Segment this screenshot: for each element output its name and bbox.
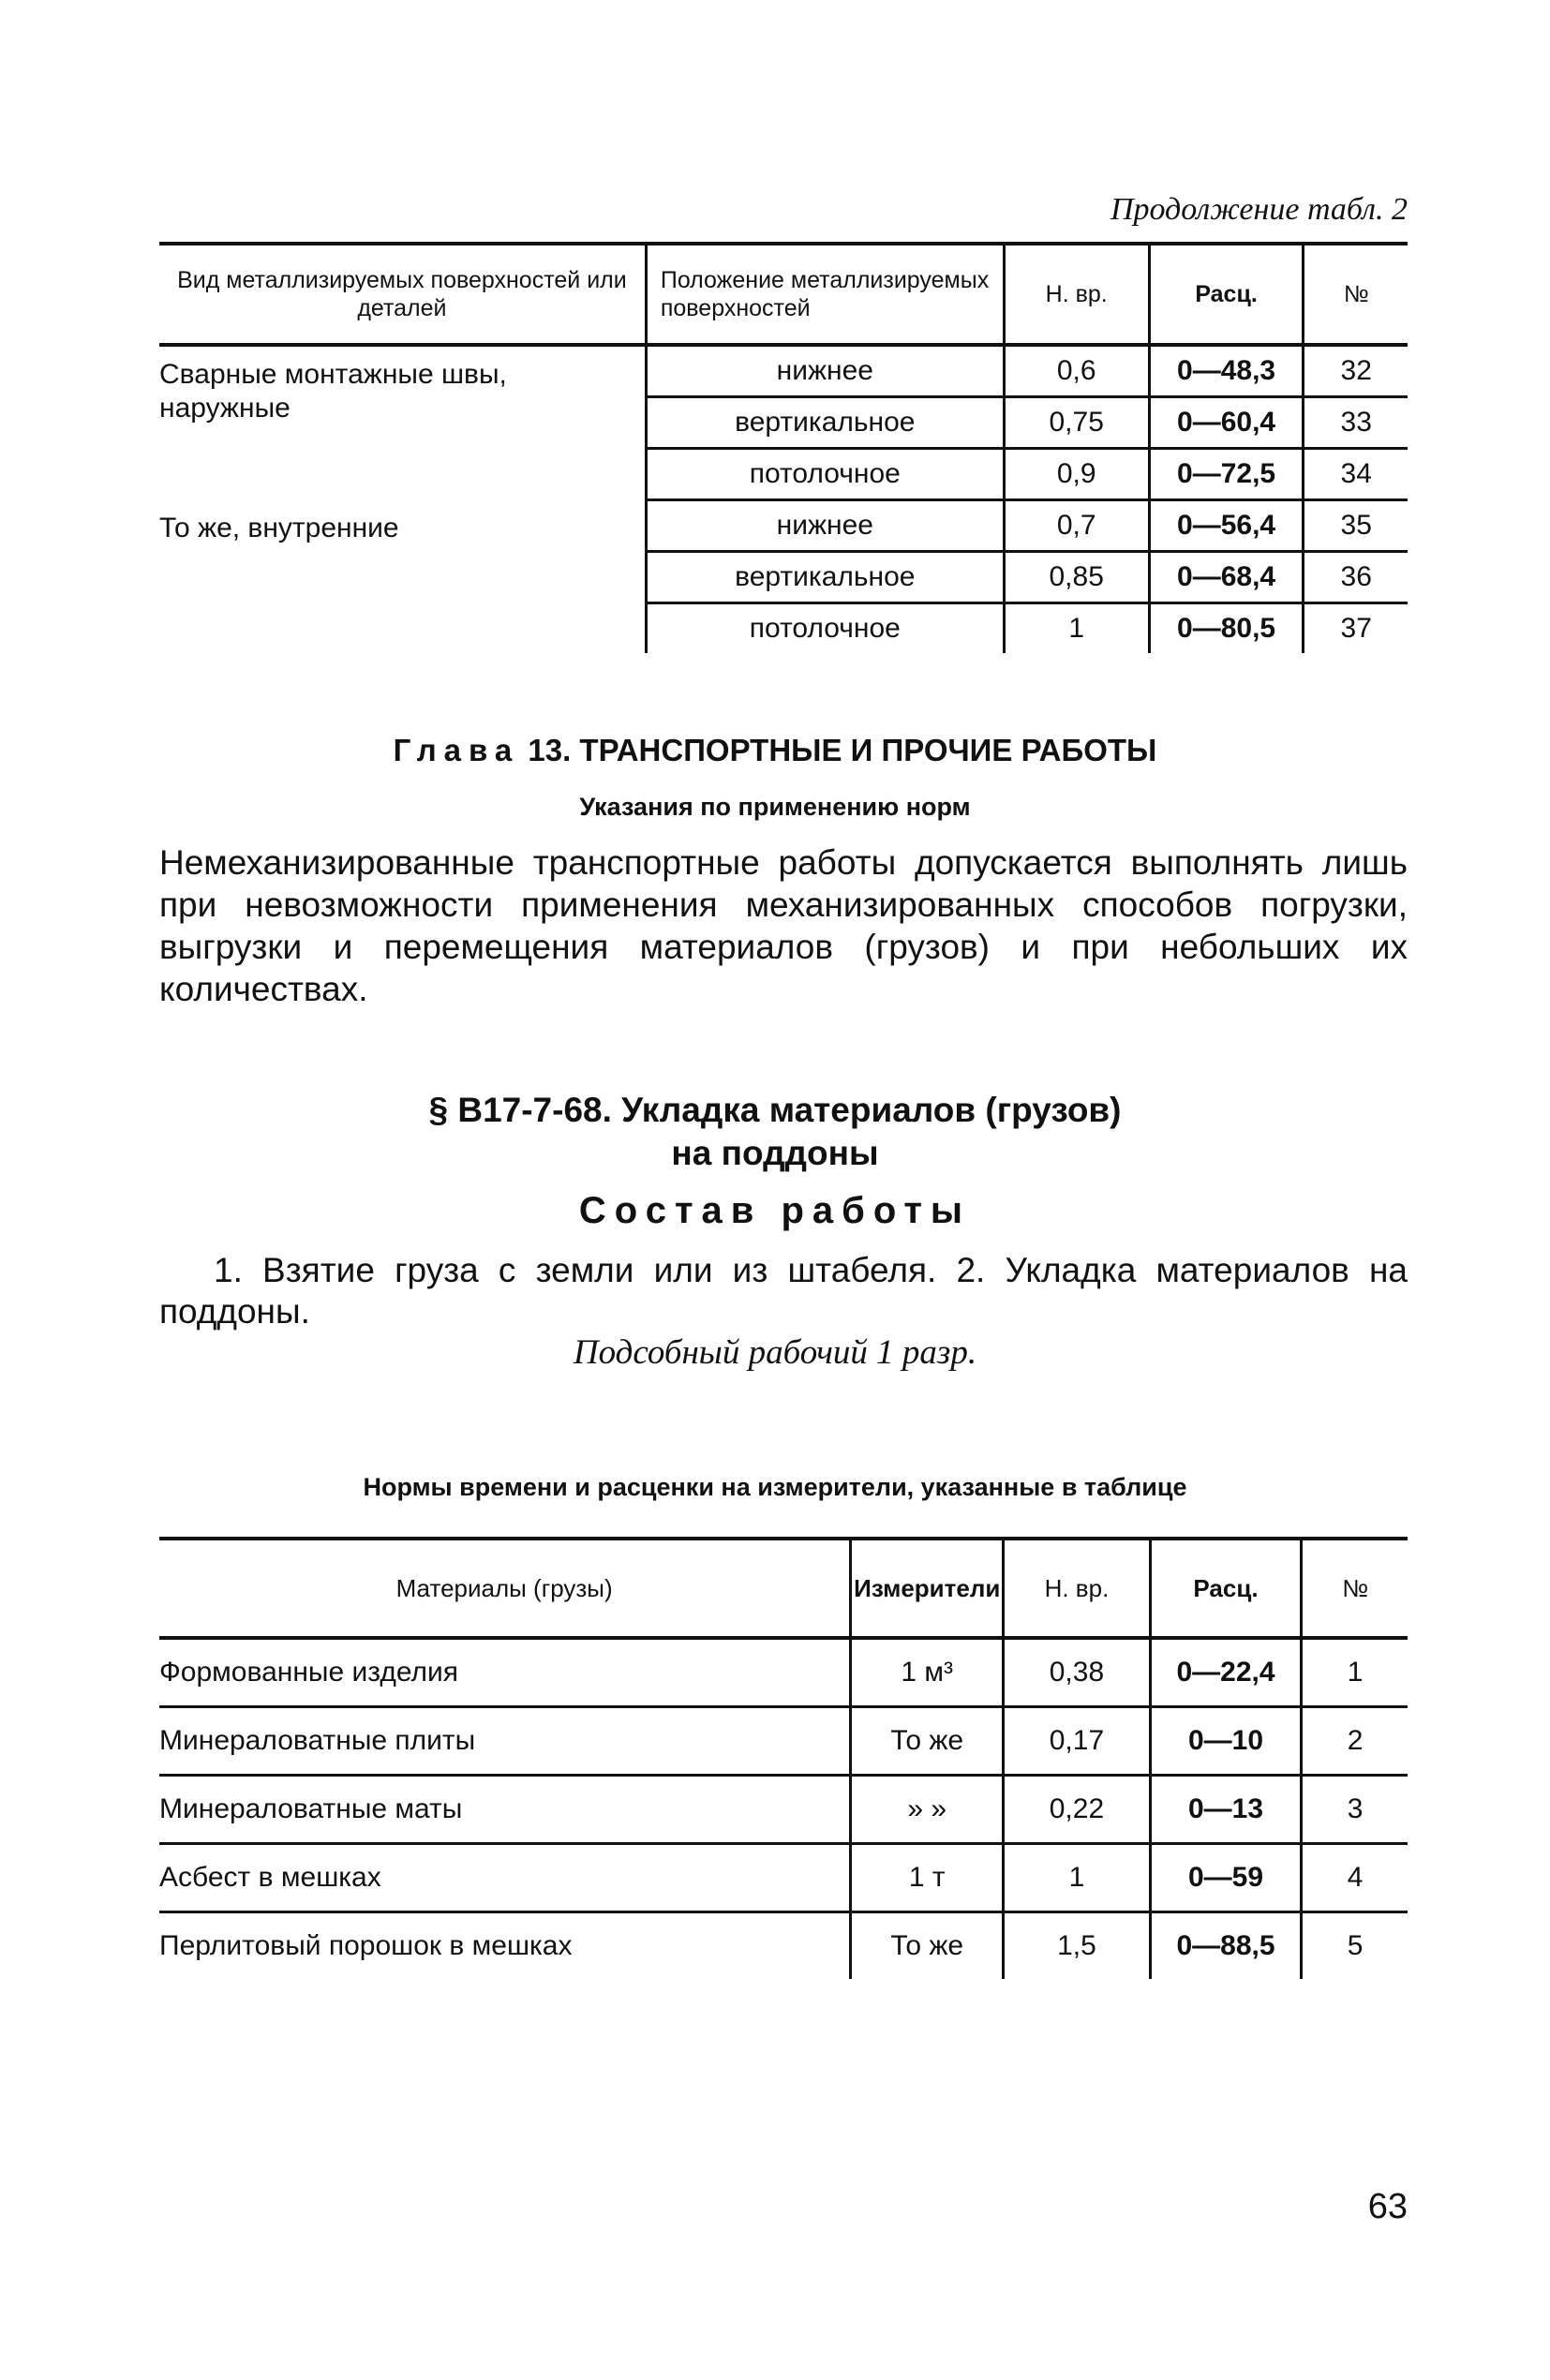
header-position: Положение металлизируемых поверхностей — [646, 244, 1004, 345]
position-cell: вертикальное — [646, 397, 1004, 449]
number-cell: 3 — [1302, 1776, 1408, 1844]
norm-cell: 0,85 — [1004, 552, 1149, 603]
position-cell: нижнее — [646, 345, 1004, 397]
table-row — [159, 500, 1408, 552]
chapter-heading — [0, 733, 1550, 768]
rate-cell: 0—80,5 — [1149, 603, 1304, 654]
worker-grade: Подсобный рабочий 1 разр. — [573, 1333, 977, 1372]
rate-cell: 0—10 — [1150, 1707, 1302, 1776]
rate-cell: 0—60,4 — [1149, 397, 1304, 449]
norm-cell: 0,7 — [1004, 500, 1149, 552]
number-cell: 4 — [1302, 1844, 1408, 1912]
header-number: № — [1302, 1539, 1408, 1638]
material-cell: Минераловатные плиты — [159, 1707, 851, 1776]
number-cell: 37 — [1304, 603, 1408, 654]
number-cell: 36 — [1304, 552, 1408, 603]
number-cell: 34 — [1304, 449, 1408, 500]
number-cell: 35 — [1304, 500, 1408, 552]
unit-cell: То же — [851, 1707, 1004, 1776]
surface-type-cell: То же, внутренние — [159, 512, 399, 543]
rate-cell: 0—22,4 — [1150, 1638, 1302, 1707]
number-cell: 33 — [1304, 397, 1408, 449]
material-cell: Асбест в мешках — [159, 1844, 851, 1912]
surface-type-cell: Сварные монтажные швы, наружные — [159, 359, 507, 424]
number-cell: 32 — [1304, 345, 1408, 397]
header-units: Измерители — [851, 1539, 1004, 1638]
table-row — [159, 345, 1408, 397]
section-heading-line2: на поддоны — [671, 1134, 879, 1172]
header-rate: Расц. — [1149, 244, 1304, 345]
unit-cell: 1 т — [851, 1844, 1004, 1912]
page-number: 63 — [1367, 2187, 1408, 2226]
position-cell: нижнее — [646, 500, 1004, 552]
material-cell: Минераловатные маты — [159, 1776, 851, 1844]
rate-cell: 0—56,4 — [1149, 500, 1304, 552]
number-cell: 2 — [1302, 1707, 1408, 1776]
material-cell: Перлитовый порошок в мешках — [159, 1930, 573, 1961]
unit-cell: 1 м³ — [851, 1638, 1004, 1707]
material-cell: Формованные изделия — [159, 1638, 851, 1707]
rate-cell: 0—68,4 — [1149, 552, 1304, 603]
metallization-table — [159, 242, 1408, 653]
table-header-row — [159, 1539, 1408, 1638]
rate-cell: 0—72,5 — [1149, 449, 1304, 500]
norm-cell: 1,5 — [1004, 1912, 1151, 1980]
materials-norms-table — [159, 1537, 1408, 1979]
norms-table-title: Нормы времени и расценки на измерители, указанные в таблице — [363, 1473, 1187, 1501]
rate-cell: 0—59 — [1150, 1844, 1302, 1912]
header-materials: Материалы (грузы) — [159, 1539, 851, 1638]
header-surface-type: Вид металлизируемых поверхностей или деталей — [159, 244, 646, 345]
unit-cell: То же — [851, 1912, 1004, 1980]
norm-cell: 0,6 — [1004, 345, 1149, 397]
rate-cell: 0—13 — [1150, 1776, 1302, 1844]
table-row — [159, 1844, 1408, 1912]
table-continuation-label: Продолжение табл. 2 — [1110, 192, 1408, 227]
table-row — [159, 1707, 1408, 1776]
norm-cell: 0,38 — [1004, 1638, 1151, 1707]
work-composition-heading: Состав работы — [578, 1190, 972, 1231]
header-number: № — [1304, 244, 1408, 345]
unit-cell: » » — [851, 1776, 1004, 1844]
norm-cell: 1 — [1004, 1844, 1151, 1912]
header-rate: Расц. — [1150, 1539, 1302, 1638]
norms-instructions-heading: Указания по применению норм — [579, 793, 971, 821]
number-cell: 1 — [1302, 1638, 1408, 1707]
position-cell: потолочное — [646, 603, 1004, 654]
norm-cell: 0,9 — [1004, 449, 1149, 500]
table-row — [159, 1912, 1408, 1980]
table-header-row — [159, 244, 1408, 345]
work-steps-text: 1. Взятие груза с земли или из штабеля. 2. Укладка материалов на поддоны. — [159, 1251, 1408, 1331]
position-cell: вертикальное — [646, 552, 1004, 603]
rate-cell: 0—48,3 — [1149, 345, 1304, 397]
norm-cell: 0,75 — [1004, 397, 1149, 449]
number-cell: 5 — [1302, 1912, 1408, 1980]
body-paragraph: Немеханизированные транспортные работы допускается выполнять лишь при невозможности применения механизированных способов погрузки, выгрузки и перемещения материалов (грузов) и при небольших их количествах. — [159, 843, 1408, 1008]
table-row — [159, 1776, 1408, 1844]
chapter-prefix: Глава — [393, 733, 520, 767]
work-steps-paragraph — [159, 1250, 1408, 1332]
header-norm-time: Н. вр. — [1004, 244, 1149, 345]
header-norm-time: Н. вр. — [1004, 1539, 1151, 1638]
norm-cell: 1 — [1004, 603, 1149, 654]
position-cell: потолочное — [646, 449, 1004, 500]
table-row — [159, 1638, 1408, 1707]
section-heading-line1: § В17-7-68. Укладка материалов (грузов) — [428, 1091, 1122, 1129]
norm-cell: 0,22 — [1004, 1776, 1151, 1844]
norm-cell: 0,17 — [1004, 1707, 1151, 1776]
rate-cell: 0—88,5 — [1150, 1912, 1302, 1980]
chapter-title: 13. ТРАНСПОРТНЫЕ И ПРОЧИЕ РАБОТЫ — [528, 733, 1157, 767]
section-heading — [0, 1089, 1550, 1175]
